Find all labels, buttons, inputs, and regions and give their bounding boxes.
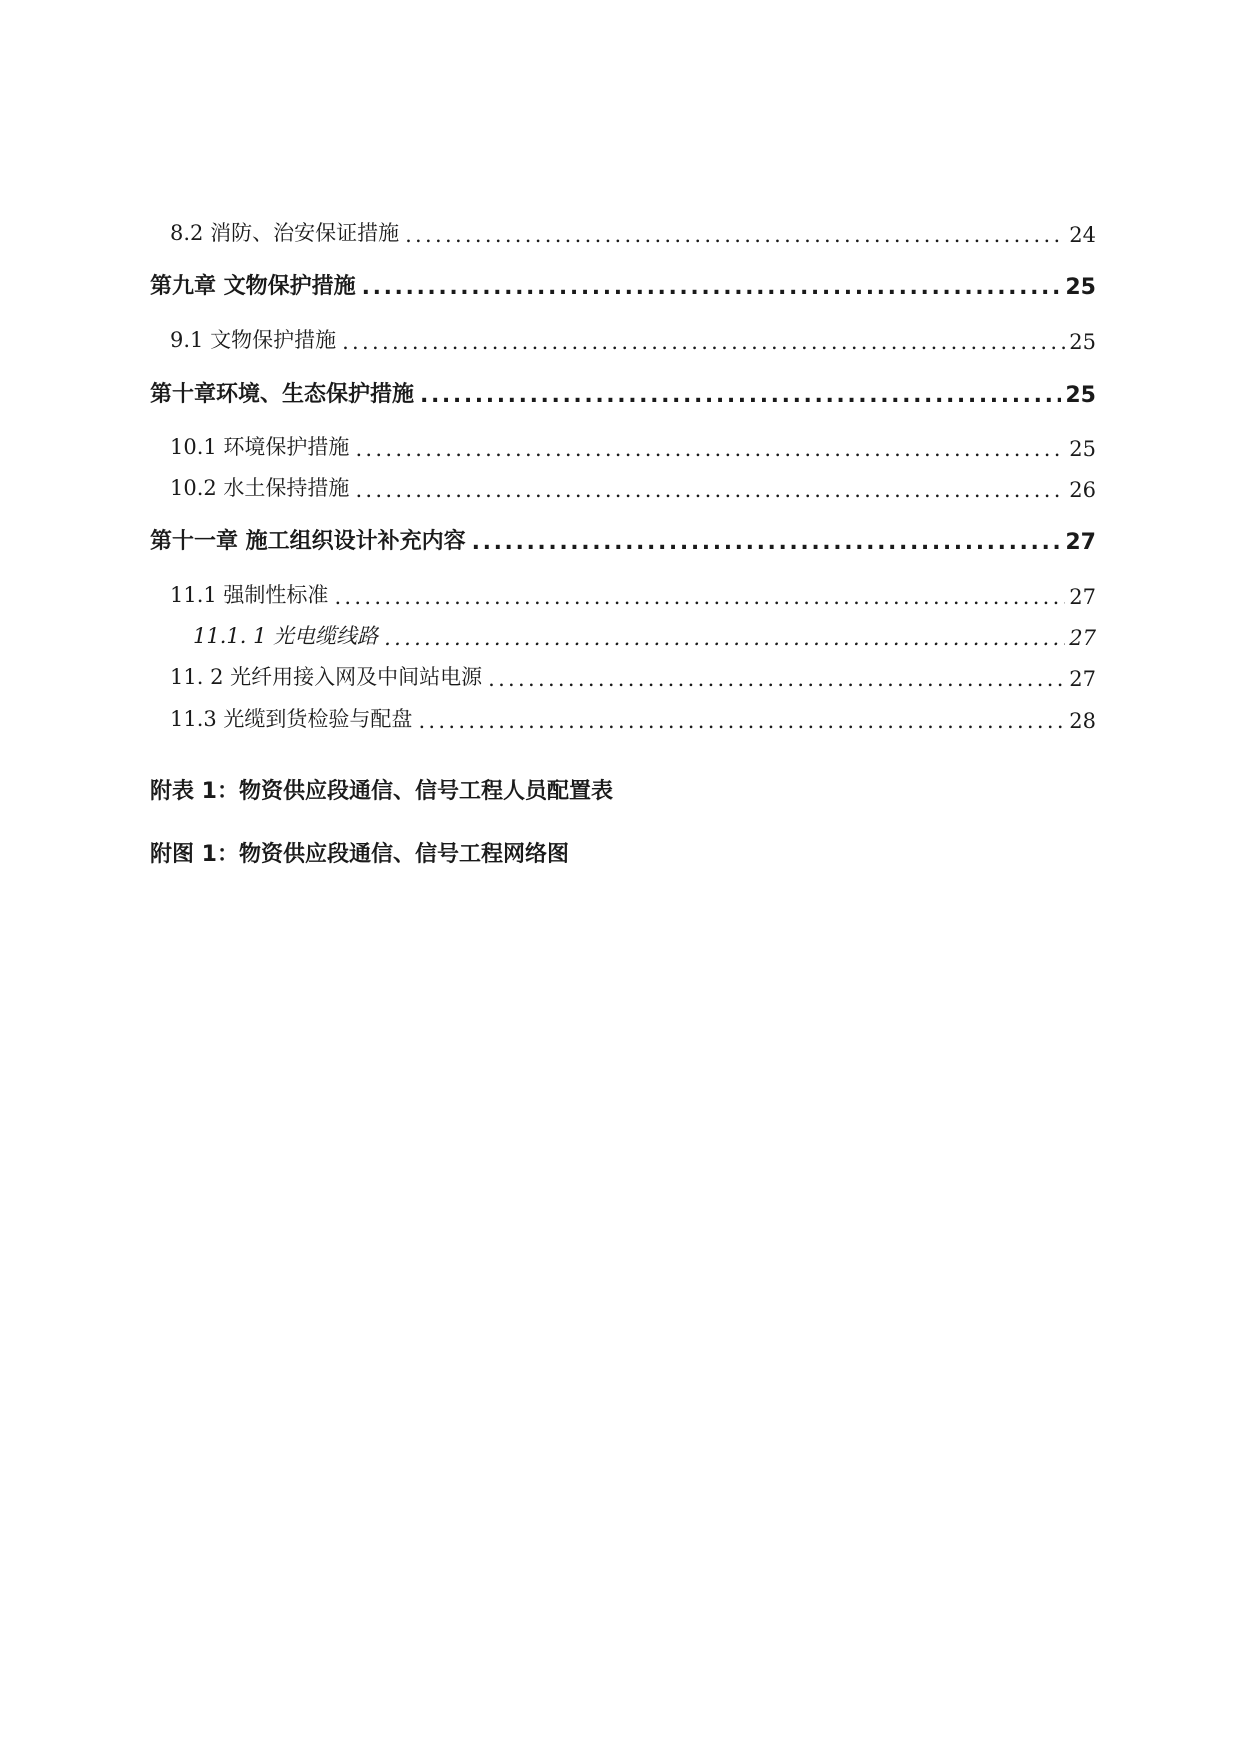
toc-chapter-entry[interactable] [0,266,1241,300]
toc-entry[interactable] [0,575,1241,609]
toc-page-number: 25 [1065,383,1096,408]
appendix-table-heading: 附表 1：物资供应段通信、信号工程人员配置表 [150,779,613,804]
toc-entry-label: 11.1 强制性标准 [170,583,329,607]
toc-page-number: 24 [1069,223,1096,247]
toc-entry[interactable] [0,657,1241,691]
toc-page-number: 27 [1065,530,1096,555]
toc-entry-label: 9.1 文物保护措施 [170,328,337,352]
toc-page-number: 25 [1069,330,1096,354]
toc-page-number: 25 [1069,437,1096,461]
toc-entry[interactable] [0,699,1241,733]
toc-dot-leader [384,626,1065,650]
toc-dot-leader [355,478,1065,502]
toc-entry-label: 第十章环境、生态保护措施 [150,382,415,407]
appendix-figure-heading: 附图 1：物资供应段通信、信号工程网络图 [150,842,569,867]
toc-subsection-entry[interactable] [0,616,1241,650]
toc-dot-leader [362,275,1062,300]
toc-dot-leader [405,223,1065,247]
toc-entry-label: 11.3 光缆到货检验与配盘 [170,707,413,731]
toc-dot-leader [420,383,1061,408]
toc-dot-leader [355,437,1065,461]
toc-entry-label: 11.1. 1 光电缆线路 [193,624,379,648]
toc-page-number: 27 [1069,667,1096,691]
toc-page-number: 27 [1069,585,1096,609]
toc-entry-label: 第九章 文物保护措施 [150,274,356,299]
toc-chapter-entry[interactable] [0,374,1241,408]
toc-dot-leader [418,709,1065,733]
toc-entry[interactable] [0,468,1241,502]
toc-entry[interactable] [0,320,1241,354]
toc-dot-leader [488,667,1065,691]
toc-entry-label: 10.2 水土保持措施 [170,476,350,500]
toc-entry-label: 10.1 环境保护措施 [170,435,350,459]
toc-dot-leader [472,530,1062,555]
toc-page-number: 26 [1069,478,1096,502]
toc-page-number: 28 [1069,709,1096,733]
toc-entry[interactable] [0,427,1241,461]
toc-page-number: 27 [1069,626,1096,650]
toc-entry[interactable] [0,213,1241,247]
toc-entry-label: 第十一章 施工组织设计补充内容 [150,529,466,554]
toc-entry-label: 11. 2 光纤用接入网及中间站电源 [170,665,483,689]
toc-dot-leader [334,585,1065,609]
toc-dot-leader [342,330,1065,354]
toc-page-number: 25 [1065,275,1096,300]
toc-chapter-entry[interactable] [0,521,1241,555]
toc-entry-label: 8.2 消防、治安保证措施 [170,221,400,245]
